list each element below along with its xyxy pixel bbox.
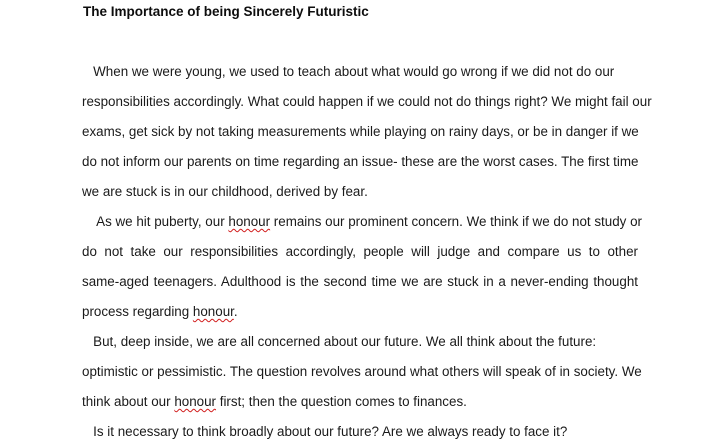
paragraph-4-line-1 [82, 423, 638, 441]
paragraph-1-line-3: exams, get sick by not taking measurements while playing on rainy days, or be in danger if we [82, 124, 639, 139]
misspelled-word: honour [228, 214, 271, 229]
paragraph-2-line-4 [82, 303, 638, 321]
paragraph-2-line-1 [82, 213, 642, 231]
misspelled-word: honour [174, 394, 217, 409]
paragraph-2-line-3: same-aged teenagers. Adulthood is the second time we are stuck in a never-ending thought [82, 274, 638, 289]
text-span: . [233, 304, 238, 319]
paragraph-1-line-4: do not inform our parents on time regarding an issue- these are the worst cases. The first time [82, 154, 639, 169]
text-span: But, deep inside, we are all concerned about our future. We all think about the future: [82, 334, 597, 349]
paragraph-1-line-5: we are stuck is in our childhood, derived by fear. [82, 184, 368, 199]
paragraph-1-line-1 [82, 63, 638, 81]
text-span: When we were young, we used to teach about what would go wrong if we did not do our [82, 64, 615, 79]
misspelled-word: honour [192, 304, 234, 319]
paragraph-3-line-1 [82, 333, 638, 351]
text-span: process regarding [82, 304, 193, 319]
paragraph-1-line-2: responsibilities accordingly. What could happen if we could not do things right? We might fail our [82, 94, 652, 109]
text-span: think about our [82, 394, 175, 409]
text-span: remains our prominent concern. We think if we do not study or [270, 214, 642, 229]
document-title: The Importance of being Sincerely Futuristic [83, 4, 369, 19]
text-span: As we hit puberty, our [82, 214, 229, 229]
paragraph-3-line-3 [82, 393, 638, 411]
text-span: Is it necessary to think broadly about our future? Are we always ready to face it? [82, 424, 568, 439]
paragraph-2-line-2: do not take our responsibilities accordingly, people will judge and compare us to other [82, 244, 638, 259]
text-span: first; then the question comes to finances. [216, 394, 467, 409]
paragraph-3-line-2: optimistic or pessimistic. The question revolves around what others will speak of in society. We [82, 364, 642, 379]
